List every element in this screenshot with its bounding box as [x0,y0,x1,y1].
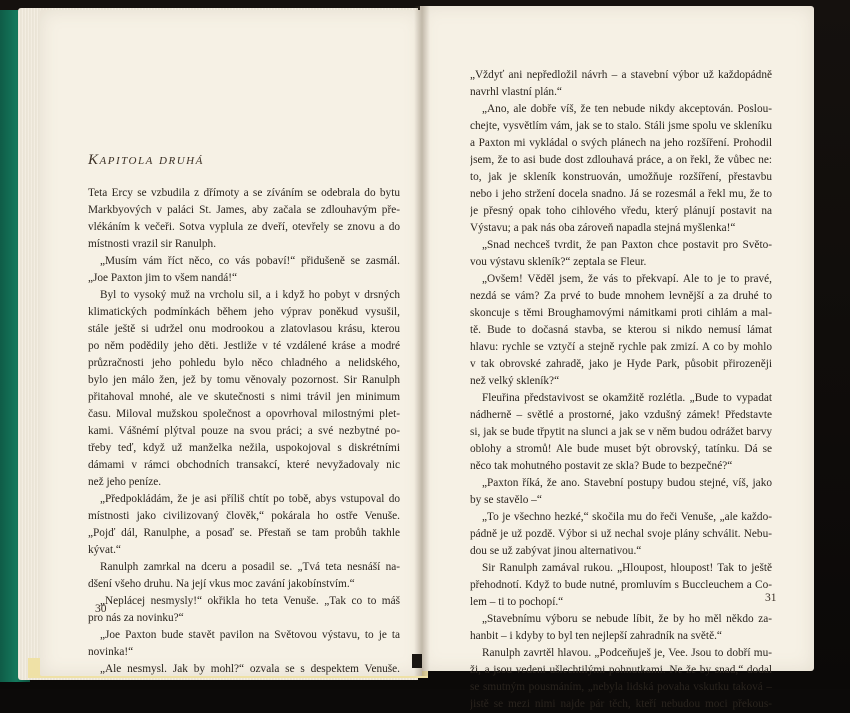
text-line: hanbit – i kdyby to byl ten nejlepší zahradník na světě.“ [470,630,722,642]
text-line: pádně je už pozdě. Výbor si už nechal svoje plány schválit. Nebu- [470,528,772,540]
text-line: jistě se mezi nimi najde pár těch, kteří nebudou moci překous- [470,698,772,710]
book-gutter [414,6,430,676]
text-line: Výstavu; a pak nás oba zároveň napadla stejná myšlenka!“ [470,222,736,234]
text-line: dou se už zabývat jinou alternativou.“ [470,545,642,557]
text-line: „Pojď dál, Ranulphe, a posaď se. Přestaň se tam probůh takhle [88,527,400,539]
text-line: třeby teď, když už manželka nežila, uspokojoval s diskrétními [88,442,400,454]
text-line: klimatických podmínkách během jeho výprav poněkud vysušil, [88,306,400,318]
text-line: po něm podědily jeho děti. Jestliže v té vzdálené kráse a modré [88,340,400,352]
text-line: „Stavebnímu výboru se nebude líbit, že by ho měl někdo za- [482,613,772,625]
text-line: jsem, že to asi bude dost zdlouhavá práce, a on řekl, že vůbec ne: [470,154,772,166]
text-line: „Paxton říká, že ano. Stavební postupy budou stejné, víš, jako [482,477,772,489]
text-line: si, jak se bude třpytit na slunci a jak se v něm budou odrážet barvy [470,426,772,438]
text-line: hlavu: rychle se vztyčí a stejně rychle pak zmizí. A co by mohlo [470,341,772,353]
text-line: oblohy a stromů! Ale bude muset být obrovský, tatínku. Dá se [470,443,772,455]
text-line: a Paxton mi vykládal o svých plánech na jeho rozšíření. Prohodil [470,137,772,149]
text-line: je přesný opak toho cihlového vředu, který plánují postavit na [470,205,772,217]
text-line: „Neplácej nesmysly!“ okřikla ho teta Venuše. „Tak co to máš [100,595,400,607]
text-line: vou výstavu skleník?“ zeptala se Fleur. [470,256,647,268]
text-line: Byl to vysoký muž na vrcholu sil, a i když ho pobyt v drsných [100,289,400,301]
text-line: místnosti vrazil sir Ranulph. [88,238,217,250]
chapter-title: Kapitola druhá [88,152,204,168]
text-line: ži, a jsou vedeni ušlechtilými pohnutkami. Ne že by snad,“ dodal [470,664,772,676]
text-line: než velký skleník?“ [470,375,560,387]
text-line: kami. Vášnémí plýtval pouze na svou práci; a své nezbytné po- [88,425,400,437]
text-line: „Snad nechceš tvrdit, že pan Paxton chce postavit pro Světo- [482,239,772,251]
text-line: „Ale nesmysl. Jak by mohl?“ ozvala se s despektem Venuše. [100,663,400,675]
text-line: „Vždyť ani nepředložil návrh – a stavební výbor už každopádně [470,69,772,81]
text-line: stále ještě si udržel onu modrookou a zlatovlasou krásu, kterou [88,323,400,335]
text-line: „To je všechno hezké,“ skočila mu do řeči Venuše, „ale každo- [482,511,772,523]
text-line: než jeho peníze. [88,476,162,488]
page-number-left: 30 [95,603,107,615]
text-line: Teta Ercy se vzbudila z dřímoty a se zíváním se odebrala do bytu [88,187,400,199]
text-line: nádherně – světlé a prostorné, jako vzdušný zámek! Představte [470,409,772,421]
text-line: nebo i jeho stržení docela snadno. Já se rozesmál a řekl mu, že to [470,188,772,200]
text-line: Ranulph zamrkal na dceru a posadil se. „Tvá teta nesnáší na- [100,561,400,573]
bookmark-tip [412,654,422,668]
text-line: Ranulph zavrtěl hlavou. „Podceňuješ je, Vee. Jsou to dobří mu- [482,647,772,659]
text-line: skoncuje s těmi Broughamovými námitkami proti cihlám a mal- [470,307,772,319]
text-line: nezdá se vám? Za prvé to bude mnohem levnější a za druhé to [470,290,772,302]
text-line: „Joe Paxton jim to všem nandá!“ [88,272,238,284]
text-line: „Ano, ale dobře víš, že ten nebude nikdy akceptován. Poslou- [482,103,772,115]
text-line: průzračnosti jeho pohledu bylo něco chladného a nelidského, [88,357,400,369]
text-line: něco tak mohutného postavit ze skla? Bude to bezpečné?“ [470,460,733,472]
text-line: „Joe Paxton bude stavět pavilon na Světovou výstavu, to je ta [100,629,400,641]
text-line: „Předpokládám, že je asi příliš chtít po tobě, abys vstupoval do [100,493,400,505]
page-number-right: 31 [765,592,777,604]
text-line: Sir Ranulph zamával rukou. „Hloupost, hloupost! Tak to ještě [482,562,772,574]
text-line: Markbyových v paláci St. James, aby začala se zdlouhavým pře- [88,204,400,216]
text-line: dámami v rámci obchodních transakcí, které nevyžadovaly nic [88,459,400,471]
text-line: to, jak je skleník konstruován, umožňuje rozšíření, přestavbu [470,171,772,183]
text-line: času. Miloval mužskou společnost a opovrhoval milostnými plet- [88,408,400,420]
text-line: kývat.“ [88,544,121,556]
right-page-text [470,67,772,713]
text-line: tě. Bude to dočasná stavba, se kterou si nikdo nemusí lámat [470,324,772,336]
text-line: Fleuřina představivost se okamžitě rozlétla. „Bude to vypadat [482,392,772,404]
text-line: by se stavělo –“ [470,494,542,506]
text-line: „Musím vám říct něco, co vás pobaví!“ přidušeně se zasmál. [100,255,400,267]
text-line: novinka!“ [88,646,134,658]
text-line: v tak obrovské zahradě, jako je Hyde Park, působit přirozeněji [470,358,772,370]
text-line: pro nás za novinku?“ [88,612,184,624]
text-line: lem – ti to pochopí.“ [470,596,564,608]
text-line: dšení všeho druhu. Na její vkus moc zavání jakobínstvím.“ [88,578,355,590]
text-line: vlékáním k večeři. Sotva vyplula ze dveří, otevřely se znovu a do [88,221,400,233]
text-line: přehodnotí. Když to bude nutné, promluvím s Buccleuchem a Co- [470,579,772,591]
text-line: „Ovšem! Věděl jsem, že vás to překvapí. Ale to je to pravé, [482,273,772,285]
left-page-text [88,185,400,678]
text-line: se smutným pousmáním, „nebyla lidská povaha vskutku taková – [470,681,772,693]
text-line: místnosti jako civilizovaný člověk,“ pokárala ho ostře Venuše. [88,510,400,522]
text-line: přitahoval mnohé, ale ve skutečnosti s nimi trávil jen minimum [88,391,400,403]
text-line: navrhl vlastní plán.“ [470,86,562,98]
text-line: chejte, vysvětlím vám, jak se to stalo. Stáli jsme spolu ve skleníku [470,120,772,132]
text-line: bylo jen málo žen, jež by tomu věnovaly pozornost. Sir Ranulph [88,374,400,386]
